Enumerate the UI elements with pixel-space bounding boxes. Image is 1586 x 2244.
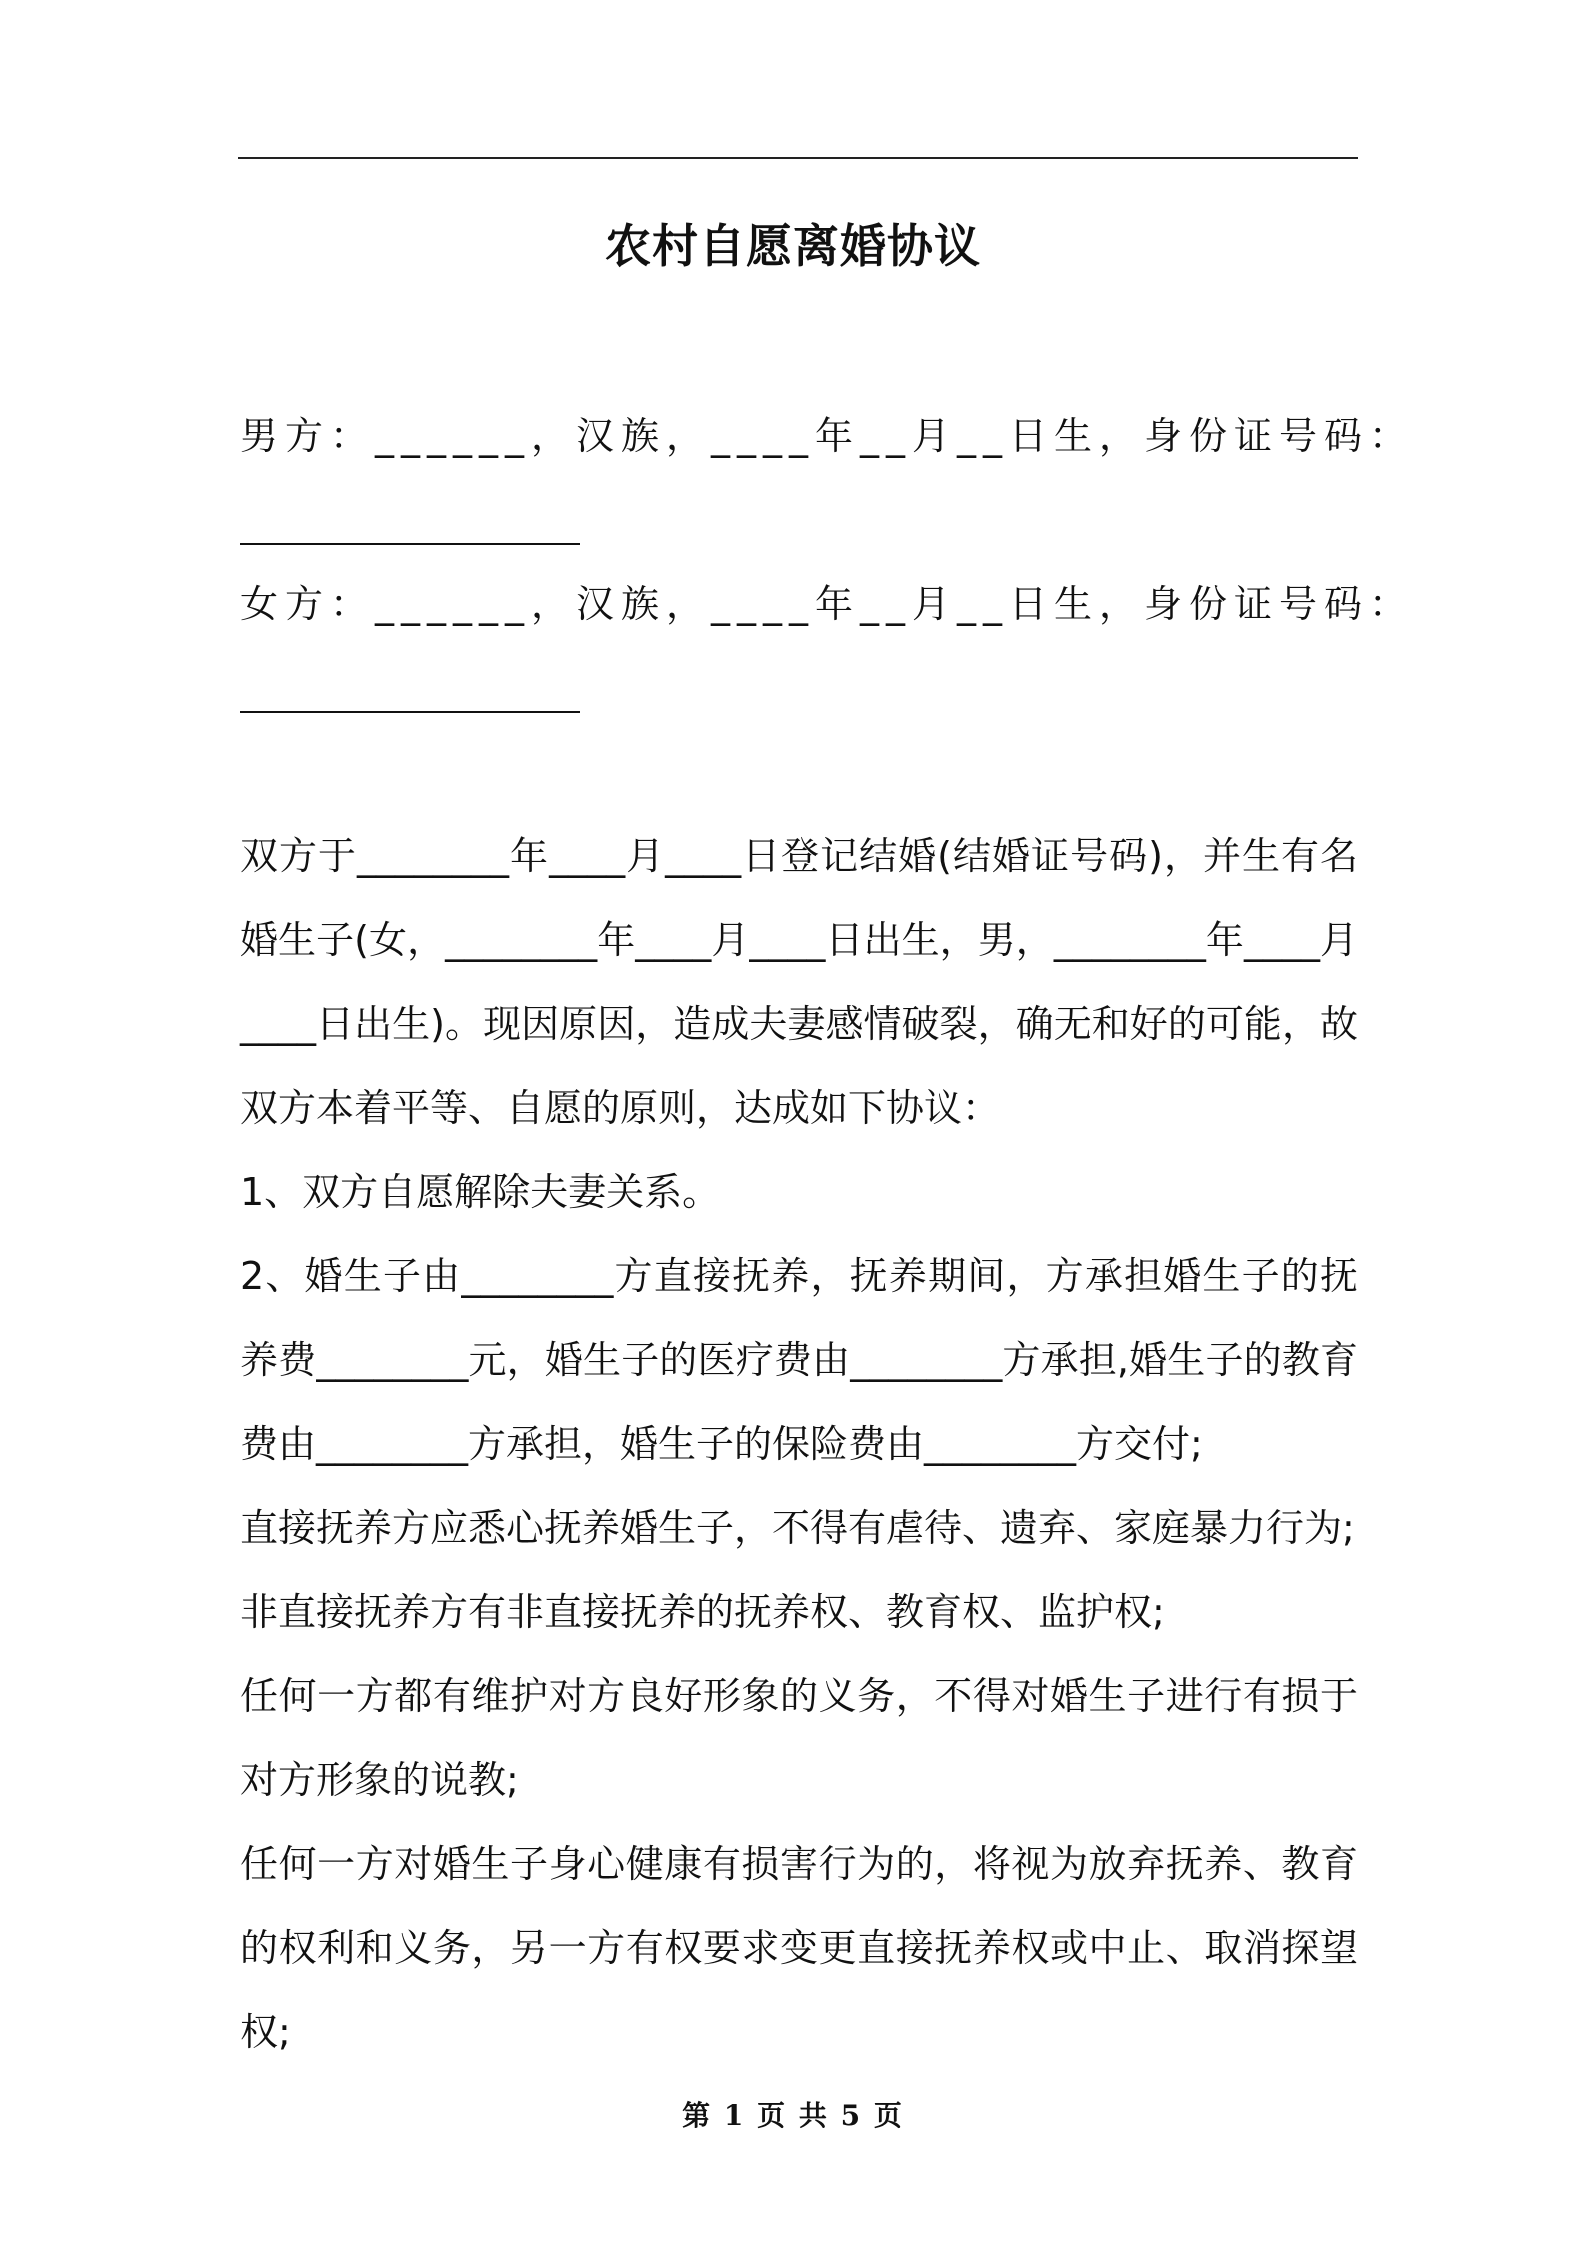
intro-paragraph: 双方于________年____月____日登记结婚(结婚证号码)，并生有名婚生子(女，________年____月____日出生，男，________年____月____日出生)。现因原因，造成夫妻感情破裂，确无和好的可能，故双方本着平等、自愿的原则，达成如下协议： bbox=[240, 834, 1358, 1130]
clause-2-image-duty: 任何一方都有维护对方良好形象的义务，不得对婚生子进行有损于对方形象的说教; bbox=[240, 1674, 1358, 1802]
page-footer: 第 1 页 共 5 页 bbox=[682, 2099, 904, 2132]
header-rule bbox=[238, 157, 1358, 159]
clause-2-custody-duty: 直接抚养方应悉心抚养婚生子，不得有虐待、遗弃、家庭暴力行为; bbox=[240, 1506, 1355, 1550]
male-party-line: 男方：______，汉族，____年__月__日生，身份证号码： bbox=[240, 414, 1415, 458]
clause-2-noncustodial-rights: 非直接抚养方有非直接抚养的抚养权、教育权、监护权; bbox=[240, 1590, 1165, 1634]
male-id-number-blank bbox=[240, 543, 580, 545]
female-id-number-blank bbox=[240, 711, 580, 713]
female-party-line: 女方：______，汉族，____年__月__日生，身份证号码： bbox=[240, 582, 1415, 626]
agreement-body bbox=[240, 814, 1358, 2074]
clause-2: 2、婚生子由________方直接抚养，抚养期间，方承担婚生子的抚养费________元，婚生子的医疗费由________方承担,婚生子的教育费由________方承担，婚生子的保险费由________方交付; bbox=[240, 1254, 1358, 1466]
clause-1: 1、双方自愿解除夫妻关系。 bbox=[240, 1170, 721, 1214]
clause-2-harm-consequence: 任何一方对婚生子身心健康有损害行为的，将视为放弃抚养、教育的权利和义务，另一方有权要求变更直接抚养权或中止、取消探望权; bbox=[240, 1842, 1358, 2054]
document-title: 农村自愿离婚协议 bbox=[605, 219, 981, 273]
